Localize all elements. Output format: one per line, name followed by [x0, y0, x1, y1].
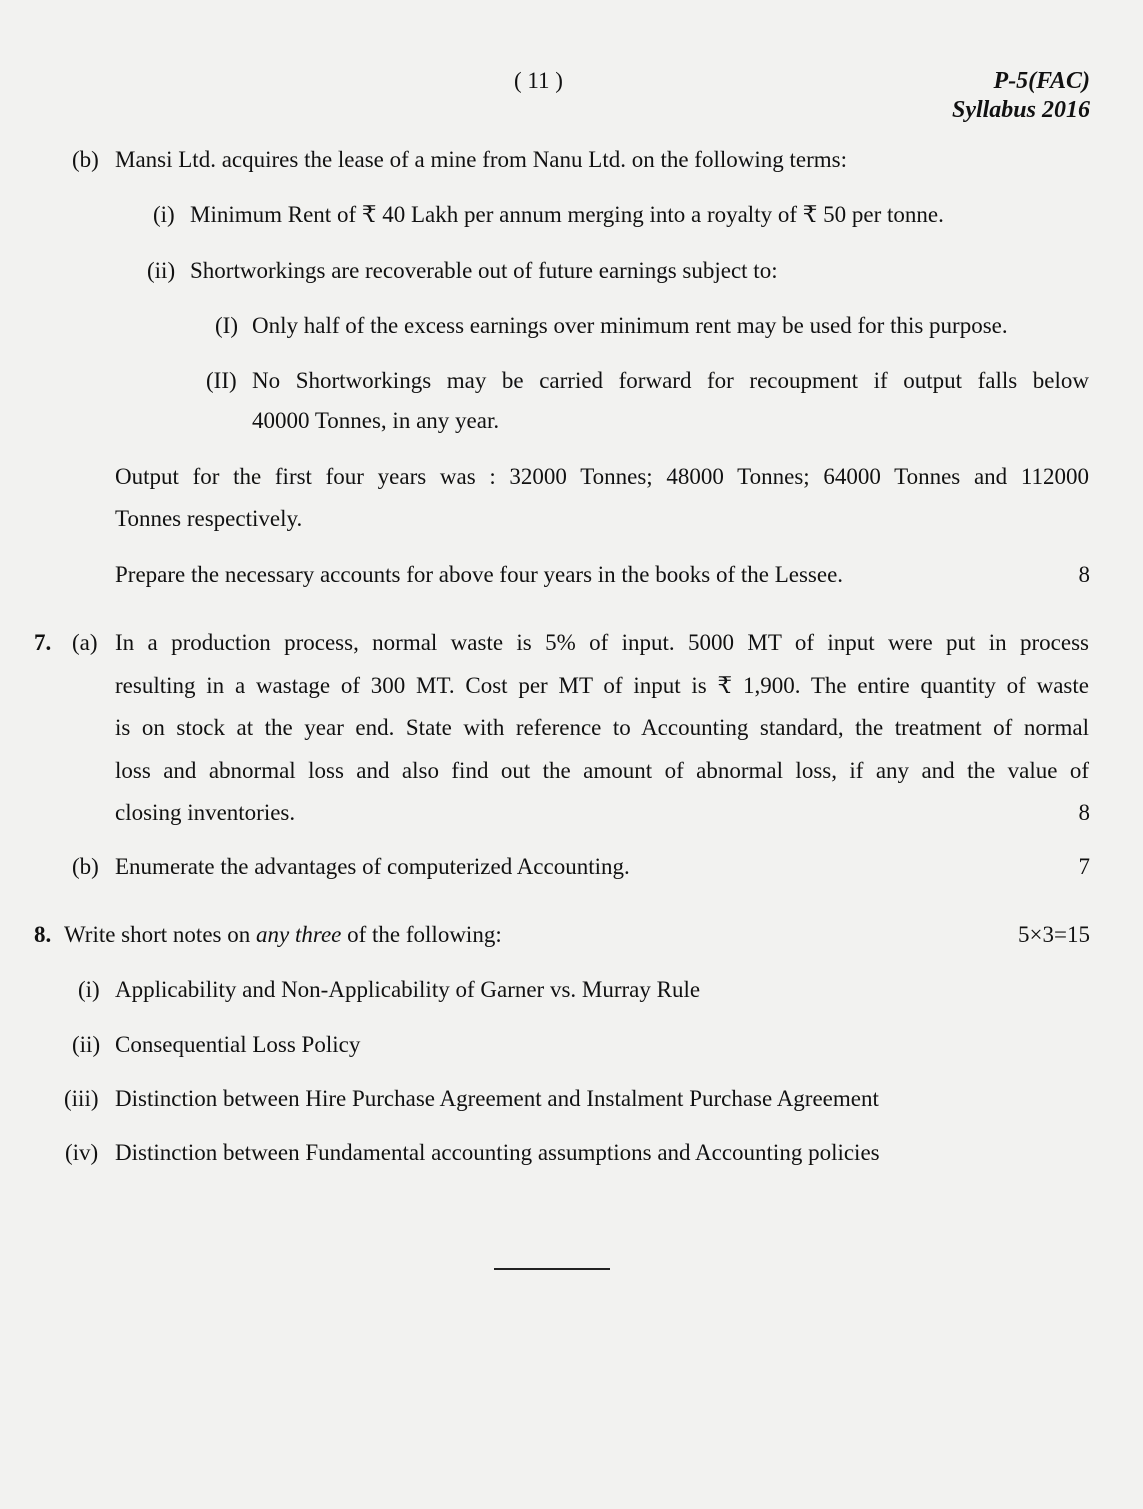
q6b-output-text: Output for the first four years was : 32000 Tonnes; 48000 Tonnes; 64000 Tonnes and 112000 [115, 464, 1089, 489]
q6b-intro: Mansi Ltd. acquires the lease of a mine from Nanu Ltd. on the following terms: [115, 147, 847, 172]
q7a-marks: 8 [1078, 800, 1090, 825]
page-number: ( 11 ) [514, 68, 563, 93]
q8-item-label: (ii) [72, 1032, 101, 1057]
q7a-text-line: In a production process, normal waste is 5% of input. 5000 MT of input were put in process [115, 630, 1089, 655]
q7a-text-line: loss and abnormal loss and also find out the amount of abnormal loss, if any and the value of [115, 758, 1089, 783]
q7a-text-line: is on stock at the year end. State with reference to Accounting standard, the treatment of normal [115, 715, 1089, 740]
q7b-marks: 7 [1078, 854, 1090, 879]
q8-item-text: Distinction between Fundamental accounting assumptions and Accounting policies [115, 1140, 880, 1165]
q7b-text: Enumerate the advantages of computerized Accounting. [115, 854, 630, 879]
q8-intro-emphasis: any three [256, 922, 342, 947]
q7-number: 7. [34, 630, 52, 655]
q6b-instruction: Prepare the necessary accounts for above four years in the books of the Lessee. [115, 562, 844, 587]
q6b-condition-text: No Shortworkings may be carried forward for recoupment if output falls below [252, 368, 1089, 393]
q8-item-label: (i) [78, 977, 100, 1002]
q6b-marks: 8 [1078, 562, 1090, 587]
q7b-label: (b) [72, 854, 99, 879]
q8-intro [64, 920, 502, 950]
q6b-condition-text: Only half of the excess earnings over minimum rent may be used for this purpose. [252, 313, 1008, 338]
q6b-condition-label: (I) [215, 313, 238, 338]
q8-intro-pre: Write short notes on [64, 922, 256, 947]
q6b-term-label: (ii) [147, 258, 176, 283]
q8-number: 8. [34, 922, 52, 947]
q6b-label: (b) [72, 147, 99, 172]
q8-item-text: Applicability and Non-Applicability of Garner vs. Murray Rule [115, 977, 701, 1002]
q7a-label: (a) [72, 630, 98, 655]
q8-intro-post: of the following: [341, 922, 502, 947]
q6b-term-text: Minimum Rent of ₹ 40 Lakh per annum merging into a royalty of ₹ 50 per tonne. [190, 202, 944, 227]
q6b-condition-text-cont: 40000 Tonnes, in any year. [252, 408, 500, 433]
q8-item-text: Consequential Loss Policy [115, 1032, 361, 1057]
paper-code: P-5(FAC) [993, 68, 1090, 94]
q8-item-text: Distinction between Hire Purchase Agreement and Instalment Purchase Agreement [115, 1086, 879, 1111]
q8-item-label: (iv) [65, 1140, 99, 1165]
syllabus-label: Syllabus 2016 [951, 97, 1090, 123]
q8-marks: 5×3=15 [1018, 922, 1090, 947]
q6b-term-text: Shortworkings are recoverable out of future earnings subject to: [190, 258, 778, 283]
q6b-output-text-cont: Tonnes respectively. [115, 506, 303, 531]
q6b-condition-label: (II) [206, 368, 237, 393]
q8-item-label: (iii) [64, 1086, 99, 1111]
q6b-term-label: (i) [153, 202, 175, 227]
q7a-text-line: closing inventories. [115, 800, 296, 825]
q7a-text-line: resulting in a wastage of 300 MT. Cost per MT of input is ₹ 1,900. The entire quantity of waste [115, 673, 1089, 698]
end-rule [494, 1268, 610, 1270]
